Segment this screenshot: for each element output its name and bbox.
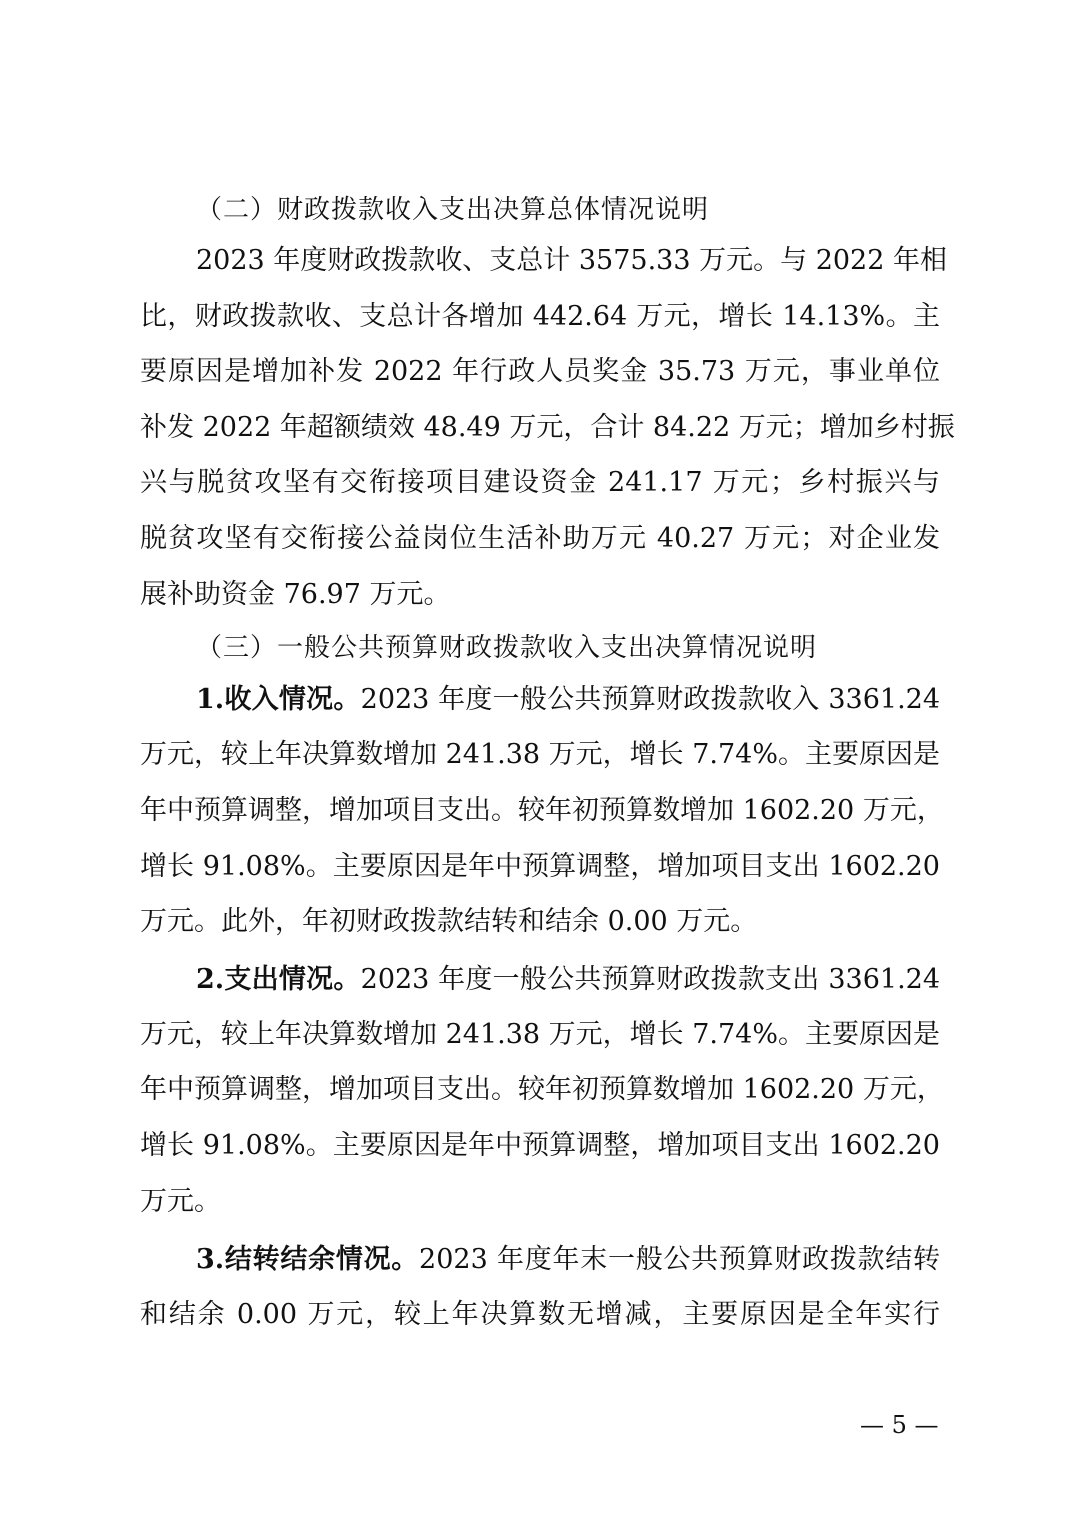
paragraph-line: 增长 91.08%。主要原因是年中预算调整，增加项目支出 1602.20	[140, 1130, 940, 1161]
paragraph-line: 增长 91.08%。主要原因是年中预算调整，增加项目支出 1602.20	[140, 851, 940, 882]
carryover-text: 2023 年度年末一般公共预算财政拨款结转	[419, 1244, 941, 1275]
paragraph-line: 比，财政拨款收、支总计各增加 442.64 万元，增长 14.13%。主	[140, 301, 940, 332]
income-label: 1.收入情况。	[196, 684, 361, 715]
page-number: — 5 —	[860, 1411, 939, 1439]
paragraph-line: 兴与脱贫攻坚有交衔接项目建设资金 241.17 万元；乡村振兴与	[140, 467, 940, 498]
paragraph-line: 补发 2022 年超额绩效 48.49 万元，合计 84.22 万元；增加乡村振	[140, 412, 955, 443]
paragraph-line: 脱贫攻坚有交衔接公益岗位生活补助万元 40.27 万元；对企业发	[140, 523, 940, 554]
carryover-first-line	[196, 1240, 940, 1280]
expense-text: 2023 年度一般公共预算财政拨款支出 3361.24	[360, 964, 941, 995]
expense-first-line	[196, 960, 940, 1000]
paragraph-line: 要原因是增加补发 2022 年行政人员奖金 35.73 万元，事业单位	[140, 356, 940, 387]
paragraph-line: 和结余 0.00 万元，较上年决算数无增减，主要原因是全年实行	[140, 1299, 940, 1330]
income-text: 2023 年度一般公共预算财政拨款收入 3361.24	[360, 684, 941, 715]
expense-label: 2.支出情况。	[196, 964, 361, 995]
section-heading-3: （三）一般公共预算财政拨款收入支出决算情况说明	[196, 633, 818, 663]
paragraph-line: 年中预算调整，增加项目支出。较年初预算数增加 1602.20 万元，	[140, 1074, 944, 1105]
carryover-label: 3.结转结余情况。	[196, 1244, 420, 1275]
paragraph-line: 万元。此外，年初财政拨款结转和结余 0.00 万元。	[140, 906, 758, 937]
paragraph-line: 展补助资金 76.97 万元。	[140, 579, 451, 610]
paragraph-line: 万元，较上年决算数增加 241.38 万元，增长 7.74%。主要原因是	[140, 739, 940, 770]
paragraph-line: 万元。	[140, 1186, 221, 1217]
paragraph-line: 万元，较上年决算数增加 241.38 万元，增长 7.74%。主要原因是	[140, 1019, 940, 1050]
paragraph-line: 年中预算调整，增加项目支出。较年初预算数增加 1602.20 万元，	[140, 795, 944, 826]
income-first-line	[196, 680, 940, 720]
section-heading-2: （二）财政拨款收入支出决算总体情况说明	[196, 195, 710, 225]
paragraph-line: 2023 年度财政拨款收、支总计 3575.33 万元。与 2022 年相	[196, 245, 947, 276]
